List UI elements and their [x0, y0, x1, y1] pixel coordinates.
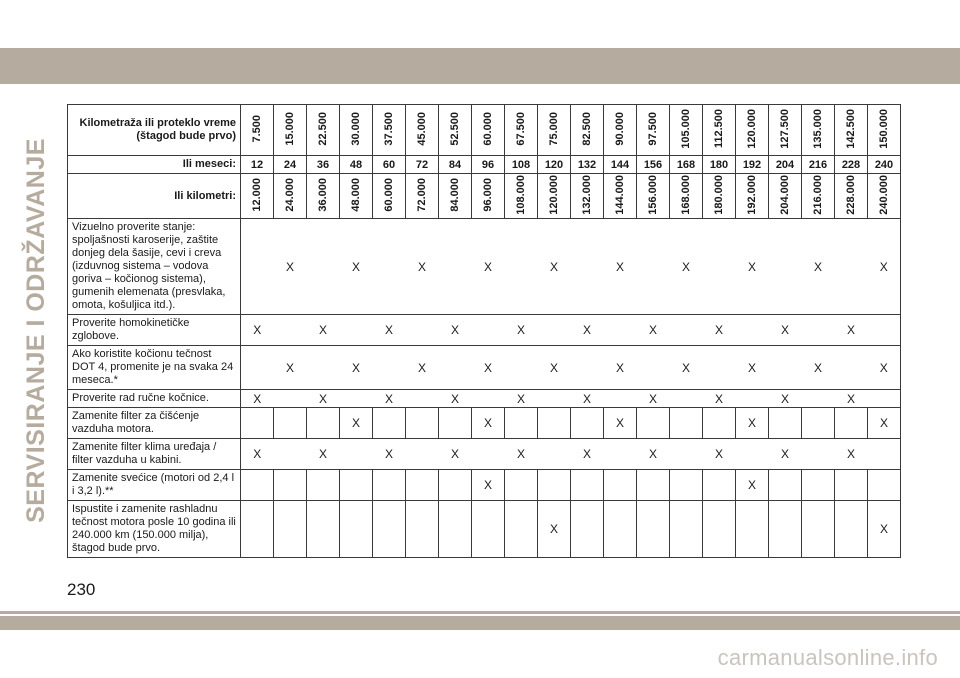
mileage-value: 112.500: [713, 108, 725, 149]
interval-mark: [373, 408, 406, 439]
interval-mark: [505, 346, 538, 390]
interval-mark: [802, 315, 835, 346]
km-cell: [472, 174, 505, 219]
interval-mark: [406, 470, 439, 501]
interval-mark: X: [835, 390, 868, 408]
mileage-cell: [571, 105, 604, 156]
interval-mark: [307, 219, 340, 315]
footer-line: [0, 611, 960, 614]
interval-mark: [802, 408, 835, 439]
km-value: 228.000: [845, 174, 857, 215]
months-cell: 108: [505, 156, 538, 174]
interval-mark: [406, 439, 439, 470]
mileage-cell: [340, 105, 373, 156]
km-cell: [241, 174, 274, 219]
interval-mark: [637, 219, 670, 315]
interval-mark: X: [868, 346, 901, 390]
interval-mark: [802, 390, 835, 408]
months-cell: 192: [736, 156, 769, 174]
km-cell: [571, 174, 604, 219]
interval-mark: [703, 346, 736, 390]
interval-mark: [604, 315, 637, 346]
section-title-text: SERVISIRANJE I ODRŽAVANJE: [21, 137, 50, 523]
interval-mark: [307, 470, 340, 501]
interval-mark: [373, 346, 406, 390]
km-cell: [868, 174, 901, 219]
mileage-cell: [835, 105, 868, 156]
interval-mark: [835, 219, 868, 315]
service-label: Zamenite filter za čišćenje vazduha motora.: [68, 408, 241, 439]
interval-mark: [274, 501, 307, 558]
km-value: 132.000: [581, 174, 593, 215]
interval-mark: X: [604, 219, 637, 315]
mileage-value: 127.500: [779, 108, 791, 149]
interval-mark: [538, 470, 571, 501]
interval-mark: [241, 501, 274, 558]
interval-mark: [538, 439, 571, 470]
months-cell: 48: [340, 156, 373, 174]
mileage-cell: [241, 105, 274, 156]
interval-mark: X: [670, 346, 703, 390]
service-label: Proverite rad ručne kočnice.: [68, 390, 241, 408]
page-number: 230: [67, 580, 96, 599]
mileage-value: 150.000: [878, 108, 890, 149]
interval-mark: X: [472, 346, 505, 390]
interval-mark: X: [736, 470, 769, 501]
interval-mark: X: [241, 390, 274, 408]
km-cell: [835, 174, 868, 219]
interval-mark: X: [736, 346, 769, 390]
interval-mark: X: [307, 390, 340, 408]
interval-mark: [439, 470, 472, 501]
km-value: 240.000: [878, 174, 890, 215]
km-value: 168.000: [680, 174, 692, 215]
interval-mark: [307, 346, 340, 390]
interval-mark: X: [571, 439, 604, 470]
footer-band: [0, 616, 960, 630]
km-cell: [670, 174, 703, 219]
interval-mark: [604, 439, 637, 470]
mileage-cell: [274, 105, 307, 156]
mileage-value: 90.000: [614, 111, 626, 146]
interval-mark: X: [340, 346, 373, 390]
interval-mark: [769, 408, 802, 439]
km-cell: [637, 174, 670, 219]
interval-mark: [571, 346, 604, 390]
km-value: 84.000: [449, 177, 461, 212]
interval-mark: [802, 439, 835, 470]
km-row: [68, 174, 901, 219]
interval-mark: X: [670, 219, 703, 315]
km-cell: [406, 174, 439, 219]
interval-mark: [802, 501, 835, 558]
km-value: 72.000: [416, 177, 428, 212]
table-row: [68, 501, 901, 558]
interval-mark: [868, 390, 901, 408]
interval-mark: [505, 408, 538, 439]
km-value: 12.000: [251, 177, 263, 212]
interval-mark: [637, 408, 670, 439]
months-cell: 60: [373, 156, 406, 174]
interval-mark: X: [736, 219, 769, 315]
interval-mark: [340, 315, 373, 346]
service-label: Ispustite i zamenite rashladnu tečnost motora posle 10 godina ili 240.000 km (150.000 milja), štagod bude prvo.: [68, 501, 241, 558]
km-value: 120.000: [548, 174, 560, 215]
interval-mark: X: [538, 346, 571, 390]
interval-mark: [835, 470, 868, 501]
interval-mark: X: [406, 219, 439, 315]
interval-mark: [241, 346, 274, 390]
interval-mark: [472, 315, 505, 346]
interval-mark: [505, 219, 538, 315]
mileage-cell: [307, 105, 340, 156]
interval-mark: [439, 219, 472, 315]
mileage-cell: [373, 105, 406, 156]
interval-mark: [274, 390, 307, 408]
mileage-cell: [472, 105, 505, 156]
interval-mark: X: [340, 219, 373, 315]
mileage-cell: [505, 105, 538, 156]
interval-mark: X: [472, 219, 505, 315]
km-cell: [736, 174, 769, 219]
km-cell: [538, 174, 571, 219]
interval-mark: [406, 315, 439, 346]
km-cell: [505, 174, 538, 219]
months-cell: 12: [241, 156, 274, 174]
mileage-header-label: Kilometraža ili proteklo vreme (štagod bude prvo): [68, 105, 241, 156]
interval-mark: [406, 408, 439, 439]
mileage-value: 7.500: [251, 114, 263, 143]
interval-mark: [274, 408, 307, 439]
interval-mark: X: [538, 219, 571, 315]
interval-mark: X: [604, 346, 637, 390]
interval-mark: [505, 470, 538, 501]
table-body: [68, 105, 901, 558]
km-cell: [604, 174, 637, 219]
mileage-value: 60.000: [482, 111, 494, 146]
section-title: [18, 100, 54, 560]
mileage-value: 120.000: [746, 108, 758, 149]
interval-mark: X: [505, 390, 538, 408]
mileage-value: 52.500: [449, 111, 461, 146]
interval-mark: [538, 390, 571, 408]
km-cell: [769, 174, 802, 219]
mileage-cell: [769, 105, 802, 156]
interval-mark: [736, 501, 769, 558]
km-value: 108.000: [515, 174, 527, 215]
km-cell: [703, 174, 736, 219]
interval-mark: [670, 315, 703, 346]
table-row: [68, 219, 901, 315]
interval-mark: [868, 439, 901, 470]
interval-mark: [670, 390, 703, 408]
interval-mark: [670, 501, 703, 558]
interval-mark: [670, 470, 703, 501]
interval-mark: [637, 470, 670, 501]
interval-mark: X: [472, 408, 505, 439]
mileage-cell: [703, 105, 736, 156]
interval-mark: X: [274, 219, 307, 315]
table-row: [68, 408, 901, 439]
months-cell: 240: [868, 156, 901, 174]
interval-mark: [604, 470, 637, 501]
interval-mark: X: [604, 408, 637, 439]
months-cell: 228: [835, 156, 868, 174]
interval-mark: [241, 219, 274, 315]
interval-mark: [769, 219, 802, 315]
mileage-value: 105.000: [680, 108, 692, 149]
km-value: 180.000: [713, 174, 725, 215]
interval-mark: X: [868, 408, 901, 439]
interval-mark: [406, 501, 439, 558]
interval-mark: [340, 470, 373, 501]
interval-mark: X: [406, 346, 439, 390]
interval-mark: [703, 501, 736, 558]
mileage-cell: [736, 105, 769, 156]
interval-mark: [274, 315, 307, 346]
service-label: Zamenite svećice (motori od 2,4 l i 3,2 l).**: [68, 470, 241, 501]
interval-mark: X: [703, 439, 736, 470]
interval-mark: X: [835, 439, 868, 470]
months-cell: 36: [307, 156, 340, 174]
table-row: [68, 390, 901, 408]
interval-mark: [703, 470, 736, 501]
interval-mark: [769, 346, 802, 390]
interval-mark: [538, 408, 571, 439]
watermark-text: carmanualsonline.info: [717, 645, 938, 670]
mileage-value: 37.500: [383, 111, 395, 146]
interval-mark: [406, 390, 439, 408]
km-value: 36.000: [317, 177, 329, 212]
interval-mark: X: [703, 390, 736, 408]
months-cell: 216: [802, 156, 835, 174]
mileage-cell: [802, 105, 835, 156]
interval-mark: [505, 501, 538, 558]
mileage-cell: [439, 105, 472, 156]
interval-mark: X: [307, 315, 340, 346]
km-value: 48.000: [350, 177, 362, 212]
interval-mark: X: [439, 390, 472, 408]
mileage-value: 15.000: [284, 111, 296, 146]
mileage-cell: [604, 105, 637, 156]
interval-mark: [472, 501, 505, 558]
interval-mark: [769, 470, 802, 501]
interval-mark: X: [373, 390, 406, 408]
km-cell: [274, 174, 307, 219]
interval-mark: [340, 390, 373, 408]
km-cell: [373, 174, 406, 219]
interval-mark: [472, 390, 505, 408]
mileage-cell: [670, 105, 703, 156]
interval-mark: [571, 470, 604, 501]
interval-mark: [835, 346, 868, 390]
interval-mark: X: [241, 315, 274, 346]
interval-mark: X: [373, 315, 406, 346]
mileage-value: 82.500: [581, 111, 593, 146]
interval-mark: [835, 501, 868, 558]
service-label: Zamenite filter klima uređaja / filter vazduha u kabini.: [68, 439, 241, 470]
mileage-cell: [868, 105, 901, 156]
km-value: 156.000: [647, 174, 659, 215]
interval-mark: X: [439, 315, 472, 346]
interval-mark: [802, 470, 835, 501]
interval-mark: X: [472, 470, 505, 501]
interval-mark: X: [802, 219, 835, 315]
interval-mark: [637, 501, 670, 558]
table-row: [68, 315, 901, 346]
interval-mark: [571, 501, 604, 558]
km-cell: [439, 174, 472, 219]
interval-mark: [703, 219, 736, 315]
interval-mark: [439, 408, 472, 439]
mileage-value: 75.000: [548, 111, 560, 146]
interval-mark: [703, 408, 736, 439]
interval-mark: [835, 408, 868, 439]
interval-mark: [340, 501, 373, 558]
interval-mark: [307, 501, 340, 558]
km-value: 60.000: [383, 177, 395, 212]
interval-mark: [868, 315, 901, 346]
km-cell: [340, 174, 373, 219]
months-row: [68, 156, 901, 174]
interval-mark: [868, 470, 901, 501]
months-cell: 84: [439, 156, 472, 174]
interval-mark: [571, 219, 604, 315]
interval-mark: [736, 390, 769, 408]
interval-mark: X: [868, 219, 901, 315]
interval-mark: X: [505, 315, 538, 346]
interval-mark: [604, 501, 637, 558]
top-header-band: [0, 48, 960, 84]
table-row: [68, 470, 901, 501]
mileage-value: 67.500: [515, 111, 527, 146]
months-cell: 96: [472, 156, 505, 174]
months-label: Ili meseci:: [68, 156, 241, 174]
interval-mark: [736, 315, 769, 346]
months-cell: 156: [637, 156, 670, 174]
months-cell: 132: [571, 156, 604, 174]
interval-mark: X: [241, 439, 274, 470]
mileage-cell: [637, 105, 670, 156]
interval-mark: X: [769, 315, 802, 346]
km-value: 192.000: [746, 174, 758, 215]
mileage-cell: [406, 105, 439, 156]
interval-mark: [241, 470, 274, 501]
km-cell: [802, 174, 835, 219]
months-cell: 24: [274, 156, 307, 174]
months-cell: 204: [769, 156, 802, 174]
interval-mark: [637, 346, 670, 390]
table-row: [68, 439, 901, 470]
km-value: 216.000: [812, 174, 824, 215]
interval-mark: [274, 439, 307, 470]
interval-mark: X: [736, 408, 769, 439]
interval-mark: X: [802, 346, 835, 390]
interval-mark: [307, 408, 340, 439]
interval-mark: X: [538, 501, 571, 558]
interval-mark: X: [439, 439, 472, 470]
service-label: Proverite homokinetičke zglobove.: [68, 315, 241, 346]
months-cell: 120: [538, 156, 571, 174]
mileage-header-row: [68, 105, 901, 156]
maintenance-schedule-table: [67, 104, 901, 558]
interval-mark: [340, 439, 373, 470]
km-label: Ili kilometri:: [68, 174, 241, 219]
months-cell: 180: [703, 156, 736, 174]
interval-mark: X: [637, 390, 670, 408]
months-cell: 72: [406, 156, 439, 174]
mileage-value: 135.000: [812, 108, 824, 149]
interval-mark: X: [505, 439, 538, 470]
interval-mark: [736, 439, 769, 470]
interval-mark: [670, 408, 703, 439]
interval-mark: X: [637, 439, 670, 470]
km-cell: [307, 174, 340, 219]
km-value: 204.000: [779, 174, 791, 215]
interval-mark: X: [769, 439, 802, 470]
interval-mark: X: [571, 390, 604, 408]
km-value: 144.000: [614, 174, 626, 215]
interval-mark: X: [769, 390, 802, 408]
months-cell: 144: [604, 156, 637, 174]
service-label: Vizuelno proverite stanje: spoljašnosti karoserije, zaštite donjeg dela šasije, cevi i creva (izduvnog sistema – vodova goriva – kočionog sistema), gumenih elemenata (presvlaka, omota, košuljica itd.).: [68, 219, 241, 315]
interval-mark: [472, 439, 505, 470]
table-row: [68, 346, 901, 390]
interval-mark: X: [571, 315, 604, 346]
service-label: Ako koristite kočionu tečnost DOT 4, promenite je na svaka 24 meseca.*: [68, 346, 241, 390]
km-value: 96.000: [482, 177, 494, 212]
interval-mark: [373, 219, 406, 315]
interval-mark: [439, 501, 472, 558]
interval-mark: X: [340, 408, 373, 439]
interval-mark: X: [835, 315, 868, 346]
interval-mark: [241, 408, 274, 439]
km-value: 24.000: [284, 177, 296, 212]
mileage-value: 142.500: [845, 108, 857, 149]
months-cell: 168: [670, 156, 703, 174]
mileage-value: 22.500: [317, 111, 329, 146]
interval-mark: X: [373, 439, 406, 470]
mileage-value: 97.500: [647, 111, 659, 146]
interval-mark: [373, 470, 406, 501]
interval-mark: [373, 501, 406, 558]
mileage-cell: [538, 105, 571, 156]
interval-mark: [769, 501, 802, 558]
interval-mark: [571, 408, 604, 439]
interval-mark: [670, 439, 703, 470]
interval-mark: X: [637, 315, 670, 346]
interval-mark: X: [703, 315, 736, 346]
interval-mark: X: [274, 346, 307, 390]
interval-mark: X: [868, 501, 901, 558]
interval-mark: [439, 346, 472, 390]
mileage-value: 45.000: [416, 111, 428, 146]
interval-mark: [604, 390, 637, 408]
interval-mark: [538, 315, 571, 346]
mileage-value: 30.000: [350, 111, 362, 146]
interval-mark: X: [307, 439, 340, 470]
interval-mark: [274, 470, 307, 501]
